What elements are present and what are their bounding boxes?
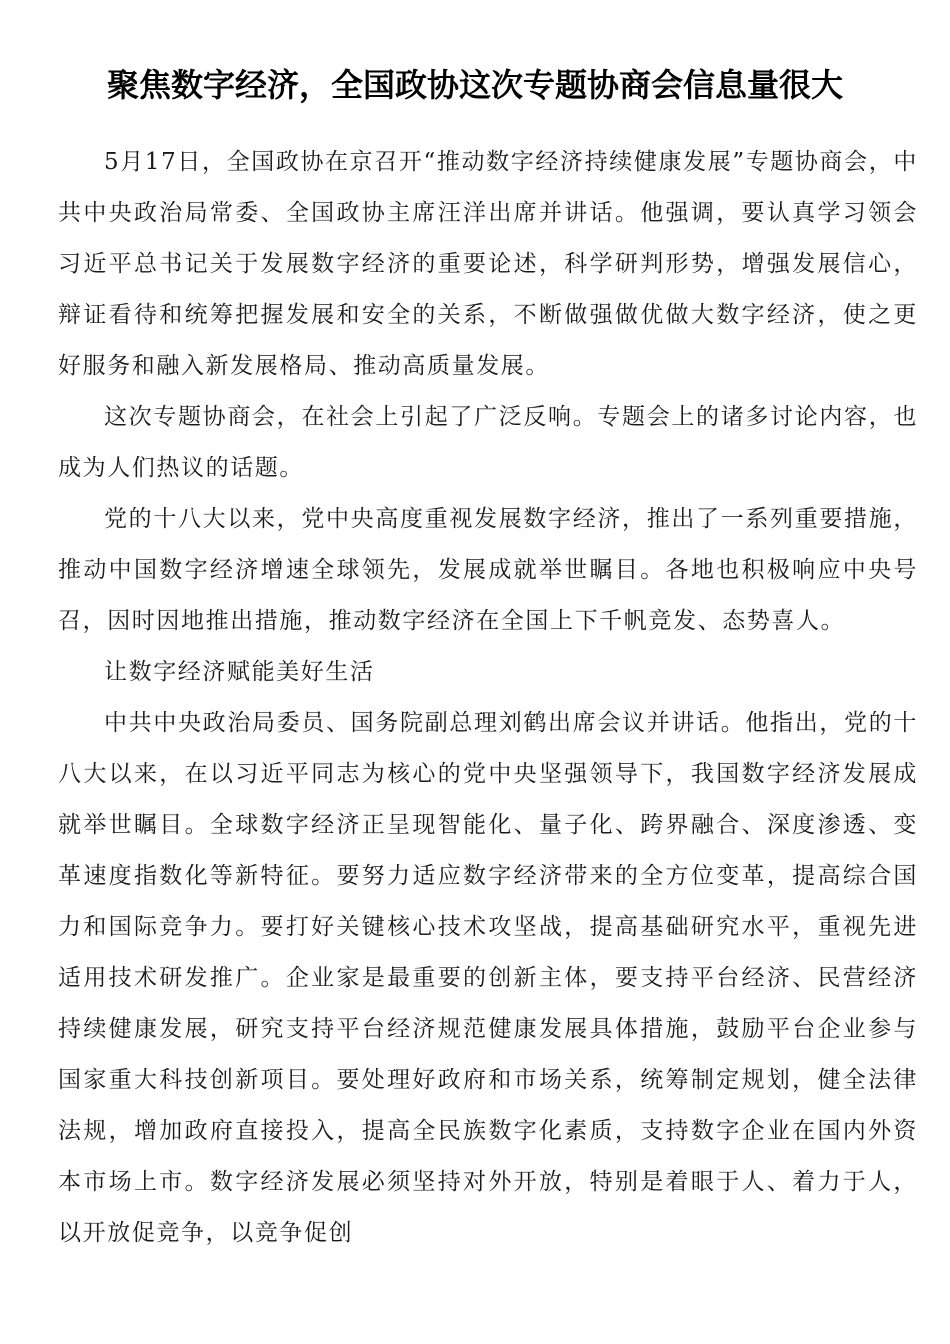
article-body [58,137,918,1259]
article-title: 聚焦数字经济，全国政协这次专题协商会信息量很大 [106,66,843,104]
paragraph-background: 党的十八大以来，党中央高度重视发展数字经济，推出了一系列重要措施，推动中国数字经济增速全球领先，发展成就举世瞩目。各地也积极响应中央号召，因时因地推出措施，推动数字经济在全国上下千帆竞发、态势喜人。 [58,506,918,634]
section-heading: 让数字经济赋能美好生活 [104,659,375,685]
paragraph-intro: 5月17日，全国政协在京召开“推动数字经济持续健康发展”专题协商会，中共中央政治局常委、全国政协主席汪洋出席并讲话。他强调，要认真学习领会习近平总书记关于发展数字经济的重要论述，科学研判形势，增强发展信心，辩证看待和统筹把握发展和安全的关系，不断做强做优做大数字经济，使之更好服务和融入新发展格局、推动高质量发展。 [58,149,918,379]
paragraph-response: 这次专题协商会，在社会上引起了广泛反响。专题会上的诸多讨论内容，也成为人们热议的话题。 [58,404,918,481]
paragraph-liuhe-speech: 中共中央政治局委员、国务院副总理刘鹤出席会议并讲话。他指出，党的十八大以来，在以习近平同志为核心的党中央坚强领导下，我国数字经济发展成就举世瞩目。全球数字经济正呈现智能化、量子化、跨界融合、深度渗透、变革速度指数化等新特征。要努力适应数字经济带来的全方位变革，提高综合国力和国际竞争力。要打好关键核心技术攻坚战，提高基础研究水平，重视先进适用技术研发推广。企业家是最重要的创新主体，要支持平台经济、民营经济持续健康发展，研究支持平台经济规范健康发展具体措施，鼓励平台企业参与国家重大科技创新项目。要处理好政府和市场关系，统筹制定规划，健全法律法规，增加政府直接投入，提高全民族数字化素质，支持数字企业在国内外资本市场上市。数字经济发展必须坚持对外开放，特别是着眼于人、着力于人，以开放促竞争，以竞争促创 [58,710,918,1246]
